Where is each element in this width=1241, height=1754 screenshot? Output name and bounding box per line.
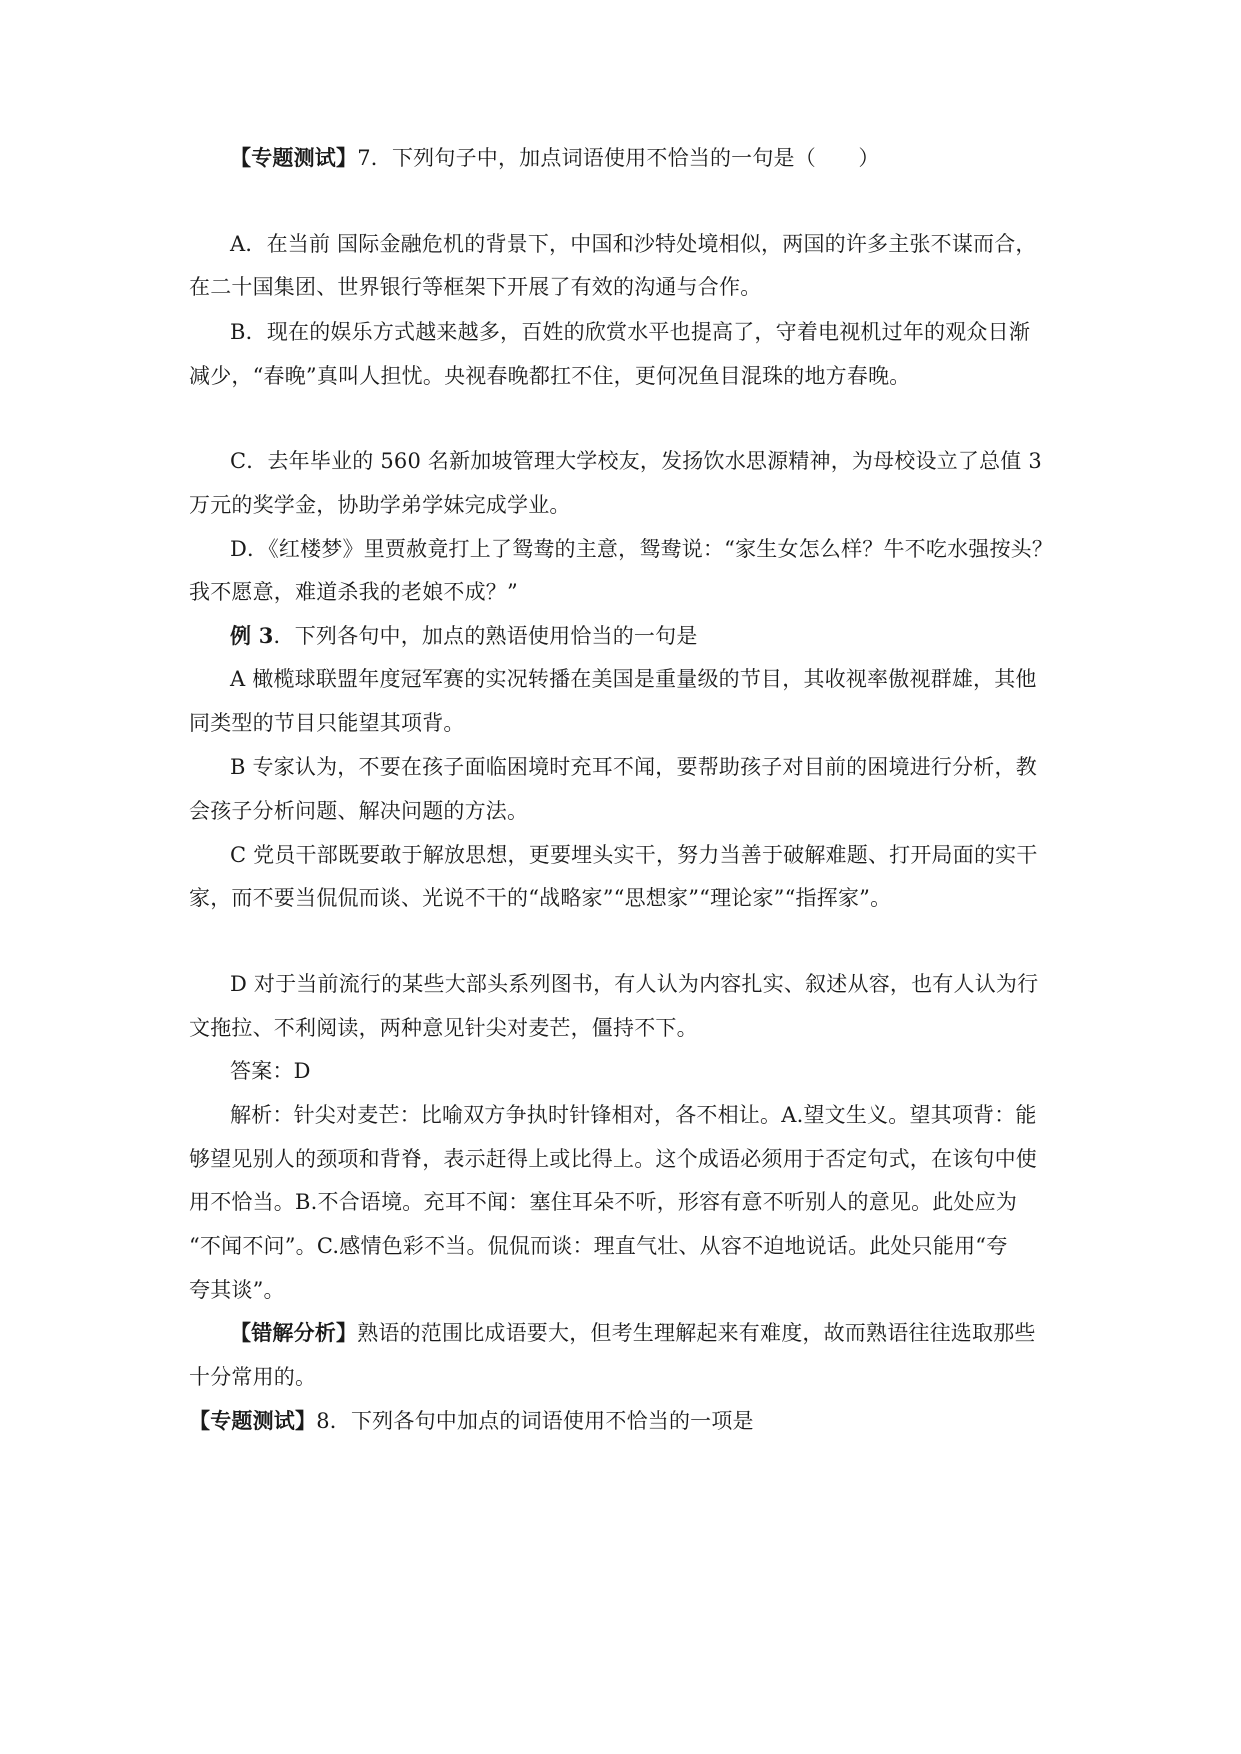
example3-label: 例 3: [230, 623, 274, 648]
q7-title: [230, 144, 880, 172]
error-analysis-label: 【错解分析】: [230, 1320, 358, 1345]
ex3-option-b-line2: 会孩子分析问题、解决问题的方法。: [189, 799, 529, 823]
q7-option-c-line2: 万元的奖学金，协助学弟学妹完成学业。: [189, 493, 571, 517]
q7-option-b-line1: B．现在的娱乐方式越来越多，百姓的欣赏水平也提高了，守着电视机过年的观众日渐: [230, 320, 1031, 344]
error-analysis-text: 熟语的范围比成语要大，但考生理解起来有难度，故而熟语往往选取那些: [357, 1321, 1036, 1345]
q7-title-text: 7．下列句子中，加点词语使用不恰当的一句是（ ）: [357, 146, 880, 170]
analysis-line3: 用不恰当。B.不合语境。充耳不闻：塞住耳朵不听，形容有意不听别人的意见。此处应为: [189, 1190, 1018, 1214]
ex3-option-a-line2: 同类型的节目只能望其项背。: [189, 711, 465, 735]
ex3-option-b-line1: B 专家认为，不要在孩子面临困境时充耳不闻，要帮助孩子对目前的困境进行分析，教: [230, 755, 1037, 779]
example3-title: [230, 622, 698, 650]
ex3-option-d-line2: 文拖拉、不利阅读，两种意见针尖对麦芒，僵持不下。: [189, 1016, 698, 1040]
analysis-line4: “不闻不问”。C.感情色彩不当。侃侃而谈：理直气壮、从容不迫地说话。此处只能用“夸: [189, 1234, 1008, 1258]
error-analysis-line1: [230, 1319, 1036, 1347]
q7-option-a-line2: 在二十国集团、世界银行等框架下开展了有效的沟通与合作。: [189, 275, 762, 299]
q7-option-d-line2: 我不愿意，难道杀我的老娘不成？”: [189, 580, 518, 604]
q7-option-c-line1: C．去年毕业的 560 名新加坡管理大学校友，发扬饮水思源精神，为母校设立了总值 3: [230, 449, 1042, 473]
ex3-option-c-line1: C 党员干部既要敢于解放思想，更要埋头实干，努力当善于破解难题、打开局面的实干: [230, 843, 1038, 867]
ex3-option-c-line2: 家，而不要当侃侃而谈、光说不干的“战略家”“思想家”“理论家”“指挥家”。: [189, 886, 892, 910]
q7-title-label: 【专题测试】: [230, 145, 358, 170]
q8-title-label: 【专题测试】: [189, 1408, 317, 1433]
error-analysis-line2: 十分常用的。: [189, 1365, 317, 1389]
analysis-line5: 夸其谈”。: [189, 1278, 285, 1302]
example3-text: ．下列各句中，加点的熟语使用恰当的一句是: [273, 624, 698, 648]
analysis-line1: 解析：针尖对麦芒：比喻双方争执时针锋相对，各不相让。A.望文生义。望其项背：能: [230, 1103, 1037, 1127]
answer-line: 答案：D: [230, 1059, 311, 1083]
ex3-option-d-line1: D 对于当前流行的某些大部头系列图书，有人认为内容扎实、叙述从容，也有人认为行: [230, 972, 1039, 996]
ex3-option-a-line1: A 橄榄球联盟年度冠军赛的实况转播在美国是重量级的节目，其收视率傲视群雄，其他: [230, 667, 1037, 691]
q7-option-a-line1: A．在当前 国际金融危机的背景下，中国和沙特处境相似，两国的许多主张不谋而合，: [230, 232, 1037, 256]
q7-option-b-line2: 减少，“春晚”真叫人担忧。央视春晚都扛不住，更何况鱼目混珠的地方春晚。: [189, 364, 911, 388]
q8-title-text: 8．下列各句中加点的词语使用不恰当的一项是: [316, 1409, 754, 1433]
analysis-line2: 够望见别人的颈项和背脊，表示赶得上或比得上。这个成语必须用于否定句式，在该句中使: [189, 1147, 1037, 1171]
q7-option-d-line1: D．《红楼梦》里贾赦竟打上了鸳鸯的主意，鸳鸯说：“家生女怎么样？牛不吃水强按头？: [230, 537, 1054, 561]
q8-title: [189, 1407, 754, 1435]
